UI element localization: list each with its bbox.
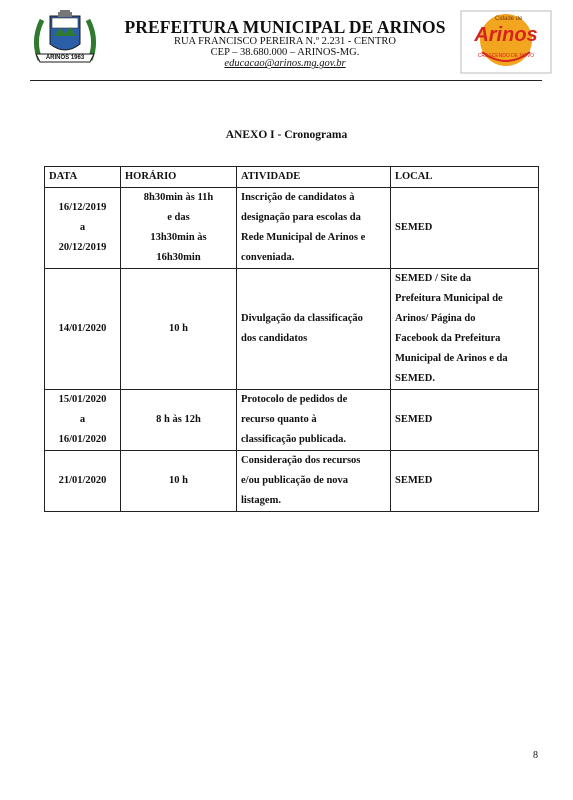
cell-line: 16/01/2020 bbox=[58, 434, 107, 445]
cell-line: SEMED bbox=[395, 475, 433, 486]
cell-line: SEMED. bbox=[395, 373, 435, 384]
cell-line: 16/12/2019 bbox=[58, 202, 107, 213]
cell-line: recurso quanto à bbox=[241, 414, 317, 425]
cell-line: e/ou publicação de nova bbox=[241, 475, 349, 486]
cell-line: 8h30min às 11h bbox=[143, 192, 214, 203]
cell-local bbox=[391, 451, 539, 512]
cell-line: 13h30min às bbox=[150, 232, 207, 243]
cell-local bbox=[391, 188, 539, 269]
cell-line: classificação publicada. bbox=[241, 434, 347, 445]
table-row bbox=[45, 269, 539, 390]
cell-atividade bbox=[237, 451, 391, 512]
cell-line: 10 h bbox=[169, 323, 188, 334]
cell-atividade bbox=[237, 269, 391, 390]
cell-data bbox=[45, 188, 121, 269]
cell-line: conveniada. bbox=[241, 252, 295, 263]
cell-line: designação para escolas da bbox=[241, 212, 361, 223]
page-number: 8 bbox=[533, 750, 538, 761]
cell-horario bbox=[121, 188, 237, 269]
cell-line: e das bbox=[167, 212, 190, 223]
cell-line: Consideração dos recursos bbox=[241, 455, 361, 466]
table-row bbox=[45, 390, 539, 451]
cell-data bbox=[45, 451, 121, 512]
cell-horario bbox=[121, 269, 237, 390]
column-header-local: LOCAL bbox=[391, 167, 539, 188]
cell-atividade bbox=[237, 390, 391, 451]
column-header-data: DATA bbox=[45, 167, 121, 188]
logo-wordmark: Arinos bbox=[474, 24, 538, 46]
email-link[interactable]: educacao@arinos.mg.gov.br bbox=[224, 58, 346, 70]
column-header-atividade: ATIVIDADE bbox=[237, 167, 391, 188]
cell-line: 8 h às 12h bbox=[156, 414, 201, 425]
letterhead bbox=[110, 18, 460, 69]
cell-line: 16h30min bbox=[156, 252, 201, 263]
document-title: ANEXO I - Cronograma bbox=[225, 129, 348, 141]
cell-horario bbox=[121, 390, 237, 451]
cell-line: 10 h bbox=[169, 475, 188, 486]
cell-line: Prefeitura Municipal de bbox=[395, 293, 503, 304]
cell-line: SEMED bbox=[395, 414, 433, 425]
cep-line: CEP – 38.680.000 – ARINOS-MG. bbox=[210, 47, 360, 59]
cell-line: 21/01/2020 bbox=[58, 475, 107, 486]
table-row bbox=[45, 188, 539, 269]
cell-line: listagem. bbox=[241, 495, 281, 506]
cell-horario bbox=[121, 451, 237, 512]
cell-atividade bbox=[237, 188, 391, 269]
table-row bbox=[45, 451, 539, 512]
cell-line: 15/01/2020 bbox=[58, 394, 107, 405]
cell-line: 14/01/2020 bbox=[58, 323, 107, 334]
cell-line: dos candidatos bbox=[241, 333, 308, 344]
header-divider bbox=[30, 80, 542, 81]
cell-line: 20/12/2019 bbox=[58, 242, 107, 253]
cell-line: a bbox=[79, 414, 86, 425]
cell-line: SEMED bbox=[395, 222, 433, 233]
cell-local bbox=[391, 390, 539, 451]
address-line: RUA FRANCISCO PEREIRA N.º 2.231 - CENTRO bbox=[173, 36, 397, 48]
cell-line: Inscrição de candidatos à bbox=[241, 192, 355, 203]
cell-line: Municipal de Arinos e da bbox=[395, 353, 508, 364]
cell-local bbox=[391, 269, 539, 390]
cell-line: Facebook da Prefeitura bbox=[395, 333, 501, 344]
logo-small-text: Cidade de bbox=[495, 16, 523, 22]
cell-line: Rede Municipal de Arinos e bbox=[241, 232, 366, 243]
coat-of-arms-icon bbox=[30, 10, 100, 72]
cell-data bbox=[45, 390, 121, 451]
crest-ribbon-text bbox=[40, 55, 90, 61]
cell-line: Arinos/ Página do bbox=[395, 313, 476, 324]
cell-line: Protocolo de pedidos de bbox=[241, 394, 348, 405]
schedule-table bbox=[44, 166, 539, 512]
cell-data bbox=[45, 269, 121, 390]
logo-arc-text: CRESCENDO DE NOVO bbox=[477, 53, 535, 59]
crest-ribbon-year: 1963 bbox=[70, 55, 85, 61]
table-header-row bbox=[45, 167, 539, 188]
cell-line: a bbox=[79, 222, 86, 233]
cell-line: Divulgação da classificação bbox=[241, 313, 363, 324]
cell-line: SEMED / Site da bbox=[395, 273, 472, 284]
municipality-title: PREFEITURA MUNICIPAL DE ARINOS bbox=[124, 17, 446, 37]
column-header-horario: HORÁRIO bbox=[121, 167, 237, 188]
crest-ribbon-name: ARINOS bbox=[45, 55, 70, 61]
